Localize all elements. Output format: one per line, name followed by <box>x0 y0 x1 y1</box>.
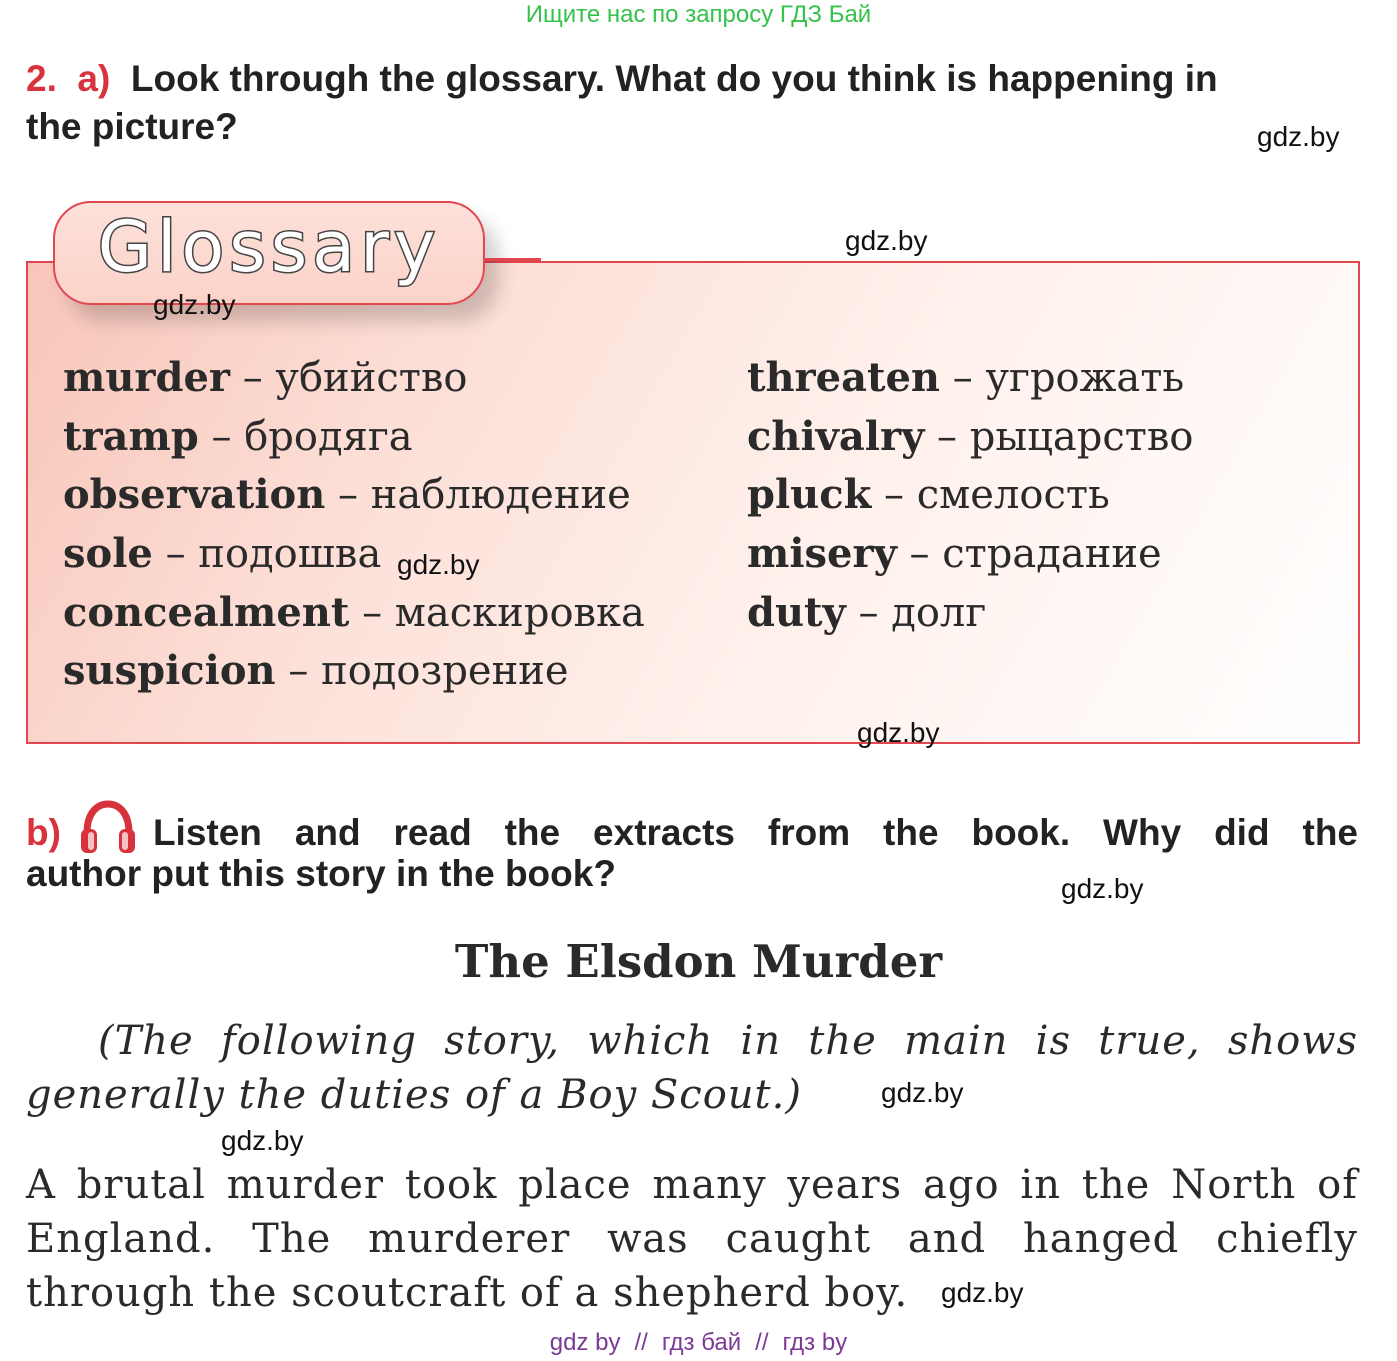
watermark: gdz.by <box>857 717 940 748</box>
glossary-title <box>53 201 485 305</box>
task-a-text-1: Look through the glossary. What do you think is happening in <box>130 58 1218 99</box>
glossary-tab-connector <box>485 258 541 261</box>
watermark: gdz.by <box>397 549 480 580</box>
watermark: gdz.by <box>1257 121 1340 152</box>
watermark: gdz.by <box>941 1277 1024 1308</box>
glossary-entry: threaten – угрожать <box>747 354 1185 401</box>
story-intro: (The following story, which in the main is true, shows generally the duties of a Boy Scout.) <box>26 1018 1358 1118</box>
glossary-entry: suspicion – подозрение <box>63 647 569 695</box>
glossary-left-column <box>63 349 645 701</box>
watermark: gdz.by <box>153 289 236 320</box>
task-a-letter: a) <box>77 58 111 99</box>
story-paragraph: A brutal murder took place many years ago in the North of England. The murderer was caught and hanged chiefly through the scoutcraft of a shepherd boy. <box>26 1162 1358 1316</box>
task-a-line1 <box>26 58 1218 100</box>
watermark: gdz.by <box>845 225 928 256</box>
watermark: gdz.by <box>881 1077 964 1108</box>
headphones-icon <box>79 799 137 855</box>
task-b-text-1: Listen and read the extracts from the book. Why did the <box>152 812 1358 853</box>
glossary-entry: murder – убийство <box>63 354 468 401</box>
glossary-entry: chivalry – рыцарство <box>747 412 1194 460</box>
watermark: gdz.by <box>1061 873 1144 904</box>
task-b-text-2: author put this story in the book? <box>26 853 616 894</box>
glossary-right-column <box>747 349 1194 642</box>
glossary-entry: observation – наблюдение <box>63 471 631 519</box>
bottom-banner: gdz by // гдз бай // гдз by <box>549 1329 848 1356</box>
task-b-letter: b) <box>26 812 61 853</box>
story-title: The Elsdon Murder <box>454 935 943 988</box>
glossary-title-text: Glossary <box>97 206 441 288</box>
task-number: 2. <box>26 58 57 99</box>
watermark: gdz.by <box>221 1125 304 1156</box>
glossary-entry: tramp – бродяга <box>63 412 413 460</box>
task-a-text-2: the picture? <box>26 106 238 147</box>
glossary-entry: concealment – маскировка <box>63 588 645 636</box>
glossary-entry: sole – подошва <box>63 530 382 578</box>
glossary-entry: misery – страдание <box>747 530 1162 578</box>
top-banner: Ищите нас по запросу ГДЗ Бай <box>525 1 872 28</box>
glossary-entry: pluck – смелость <box>747 471 1110 519</box>
glossary-entry: duty – долг <box>747 588 987 636</box>
